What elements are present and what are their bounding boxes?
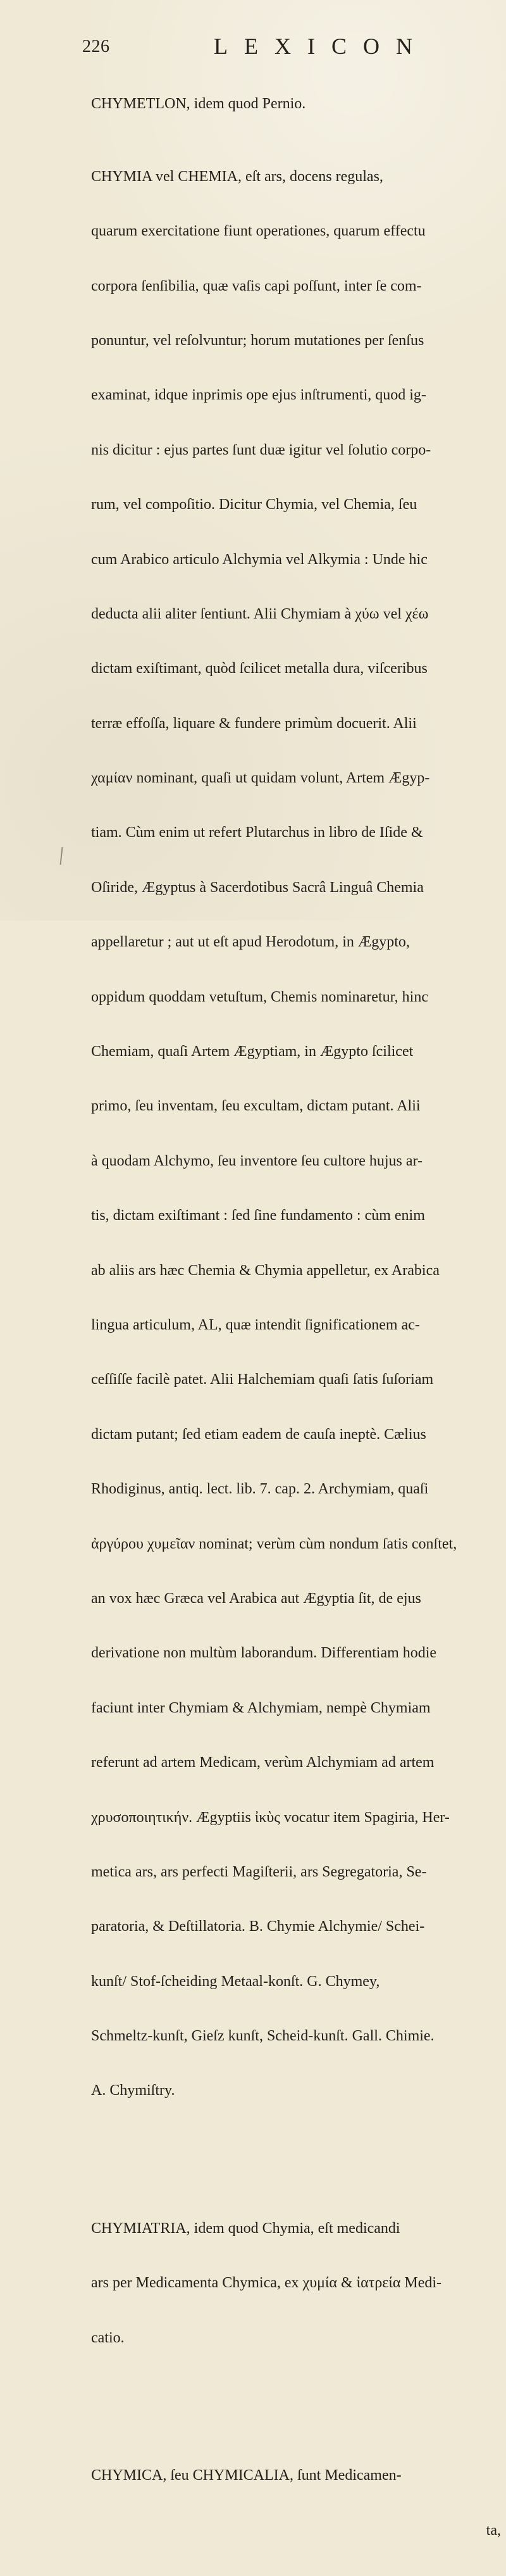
entry-line: kunſt/ Stof-ſcheiding Metaal-konſt. G. Chymey, [91,1973,380,1990]
entry-line: à quodam Alchymo, ſeu inventore ſeu cultore hujus ar- [91,1152,423,1169]
entry-gap [91,2402,501,2412]
entry-line: catio. [91,2329,125,2346]
entry-line: oppidum quoddam vetuſtum, Chemis nominaretur, hinc [91,988,428,1005]
entry-line: an vox hæc Græca vel Arabica aut Ægyptia ſit, de ejus [91,1590,421,1607]
entry-line: ceſſiſſe facilè patet. Alii Halchemiam quaſi ſatis ſuſoriam [91,1371,434,1388]
entry-line: terræ effoſſa, liquare & fundere primùm docuerit. Alii [91,715,417,732]
catchword: ta, [486,2522,501,2539]
entry-line: primo, ſeu inventam, ſeu excultam, dictam putant. Alii [91,1098,421,1115]
entry-line: faciunt inter Chymiam & Alchymiam, nempè Chymiam [91,1699,431,1716]
entry-line: Oſiride, Ægyptus à Sacerdotibus Sacrâ Linguâ Chemia [91,879,424,896]
entry-line: appellaretur ; aut ut eſt apud Herodotum, in Ægypto, [91,934,410,951]
entry-line: referunt ad artem Medicam, verùm Alchymiam ad artem [91,1754,435,1771]
entry-line: Schmeltz-kunſt, Gieſz kunſt, Scheid-kunſt. Gall. Chimie. [91,2028,435,2045]
entry-line: CHYMIATRIA, idem quod Chymia, eſt medicandi [91,2220,400,2237]
entry-line: ἀργύρου χυμεῖαν nominat; verùm cùm nondum ſatis conſtet, [91,1535,457,1552]
entry-line: χαμίαν nominant, quaſi ut quidam volunt, Artem Ægyp- [91,770,430,787]
entry-line: Chemiam, quaſi Artem Ægyptiam, in Ægypto ſcilicet [91,1043,414,1060]
entry-line: corpora ſenſibilia, quæ vaſis capi poſſunt, inter ſe com- [91,277,422,294]
entry-line: tiam. Cùm enim ut refert Plutarchus in libro de Iſide & [91,824,423,841]
entry-line: derivatione non multùm laborandum. Differentiam hodie [91,1645,437,1662]
entry-line: rum, vel compoſitio. Dicitur Chymia, vel Chemia, ſeu [91,496,417,513]
entry-line: ponuntur, vel reſolvuntur; horum mutationes per ſenſus [91,332,424,349]
entry-line: nis dicitur : ejus partes ſunt duæ igitur vel ſolutio corpo- [91,441,431,458]
entry-line: examinat, idque inprimis ope ejus inſtrumenti, quod ig- [91,387,426,404]
entry-line: dictam exiſtimant, quòd ſcilicet metalla dura, viſceribus [91,660,428,677]
entry-line: CHYMICA, ſeu CHYMICALIA, ſunt Medicamen- [91,2467,402,2484]
entry-line: deducta alii aliter ſentiunt. Alii Chymiam à χύω vel χέω [91,605,429,622]
entry-line: cum Arabico articulo Alchymia vel Alkymia : Unde hic [91,551,428,568]
running-head: LEXICON [214,34,429,59]
entry-line: Rhodiginus, antiq. lect. lib. 7. cap. 2. Archymiam, quaſi [91,1481,429,1498]
entry-line: lingua articulum, AL, quæ intendit ſignificationem ac- [91,1316,420,1333]
ink-mark [60,847,63,865]
entry-line: ab aliis ars hæc Chemia & Chymia appelletur, ex Arabica [91,1262,440,1279]
page-header [0,33,506,58]
entry-line: metica ars, ars perfecti Magiſterii, ars Segregatoria, Se- [91,1863,427,1880]
entry-line: ars per Medicamenta Chymica, ex χυμία & ἰατρεία Medi- [91,2275,442,2292]
entry-line: tis, dictam exiſtimant : ſed ſine fundamento : cùm enim [91,1207,425,1224]
entry-line: χρυσοποιητικήν. Ægyptiis ἰκὺς vocatur item Spagiria, Her- [91,1809,450,1826]
entry-line: A. Chymiſtry. [91,2082,175,2099]
entry-line: paratoria, & Deſtillatoria. B. Chymie Alchymie/ Schei- [91,1918,425,1935]
entry-gap [91,2155,501,2165]
text-block [91,58,501,2576]
entry-line: CHYMETLON, idem quod Pernio. [91,95,306,112]
entry-line: dictam putant; ſed etiam eadem de cauſa ineptè. Cælius [91,1426,426,1443]
page-number: 226 [82,37,110,56]
entry-line: quarum exercitatione fiunt operationes, quarum effectu [91,223,426,240]
entry-line: CHYMIA vel CHEMIA, eſt ars, docens regulas, [91,168,383,185]
